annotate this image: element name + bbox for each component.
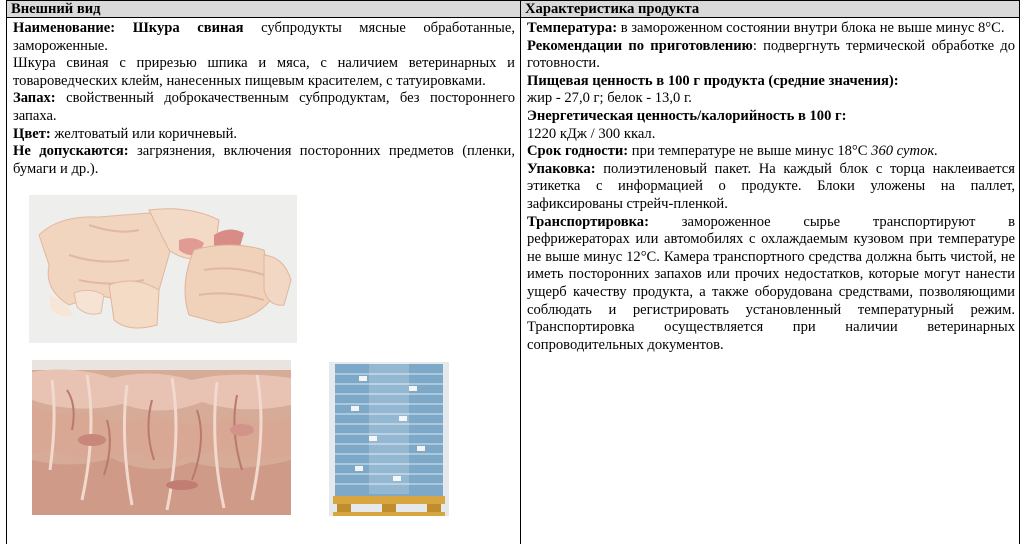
temperature-paragraph bbox=[527, 20, 1015, 38]
characteristics-column bbox=[521, 18, 1019, 354]
appearance-column bbox=[7, 18, 520, 178]
shelf-life-days: 360 суток. bbox=[871, 143, 938, 160]
nutrition-title: Пищевая ценность в 100 г продукта (средние значения): bbox=[527, 72, 899, 89]
transport-paragraph: рефрижераторах или автомобилях с охлаждаемым кузовом при температуре не выше минус 12°С. Камера транспортного средства должна быть чистой, не иметь посторонних запахов или прочих недостатков, которые могут нанести ущерб качеству продукта, а также оборудована средствами, позволяющими соблюдать и регистрировать установленный температурный режим. Транспортировка осуществляется при наличии ветеринарных сопроводительных документов. bbox=[527, 231, 1015, 353]
temperature-label: Температура: bbox=[527, 20, 618, 36]
color-value: желтоватый или коричневый. bbox=[50, 125, 238, 142]
header-characteristics: Характеристика продукта bbox=[525, 1, 700, 17]
energy-values: 1220 кДж / 300 ккал. bbox=[527, 125, 656, 142]
pork-skins-photo bbox=[29, 195, 297, 343]
forbidden-value: загрязнения, включения посторонних предметов (пленки, бумаги и др.). bbox=[13, 143, 515, 177]
product-spec-table bbox=[6, 0, 1020, 544]
nutrition-values: жир - 27,0 г; белок - 13,0 г. bbox=[527, 90, 692, 107]
forbidden-paragraph bbox=[13, 143, 515, 178]
packaging-paragraph bbox=[527, 161, 1015, 214]
cooking-paragraph bbox=[527, 38, 1015, 73]
packaging-label: Упаковка: bbox=[527, 160, 596, 177]
pallet-photo bbox=[329, 362, 449, 516]
transport-line1: замороженное сырье транспортируют в bbox=[648, 213, 1015, 230]
smell-label: Запах: bbox=[13, 90, 56, 107]
name-rest: субпродукты мясные обработанные, замороженные. bbox=[13, 20, 515, 54]
forbidden-label: Не допускаются: bbox=[13, 143, 129, 160]
smell-paragraph bbox=[13, 90, 515, 125]
frozen-block-image bbox=[32, 360, 291, 515]
name-value: Шкура свиная bbox=[132, 20, 244, 36]
color-paragraph bbox=[13, 126, 515, 144]
smell-value: свойственный доброкачественным субпродуктам, без постороннего запаха. bbox=[13, 90, 515, 124]
name-paragraph bbox=[13, 20, 515, 55]
name-label: Наименование: bbox=[13, 20, 116, 36]
packaging-value: полиэтиленовый пакет. На каждый блок с торца наклеивается этикетка с информацией о продукте. Блоки уложены на паллет, зафиксированы стрейч-пленкой. bbox=[527, 160, 1015, 212]
transport-first-line bbox=[527, 214, 1015, 232]
cooking-label: Рекомендации по приготовлению bbox=[527, 37, 753, 54]
nutrition-paragraph bbox=[527, 73, 1015, 91]
energy-paragraph bbox=[527, 108, 1015, 126]
shelf-life-paragraph bbox=[527, 143, 1015, 161]
transport-label: Транспортировка: bbox=[527, 213, 649, 230]
shelf-life-label: Срок годности: bbox=[527, 143, 629, 160]
shelf-life-value: при температуре не выше минус 18°С bbox=[628, 143, 872, 160]
pork-skins-image bbox=[29, 195, 297, 343]
energy-title: Энергетическая ценность/калорийность в 100 г: bbox=[527, 107, 847, 124]
header-appearance: Внешний вид bbox=[11, 1, 101, 17]
color-label: Цвет: bbox=[13, 125, 51, 142]
cooking-value: : подвергнуть термической обработке до готовности. bbox=[527, 37, 1015, 72]
description-paragraph: Шкура свиная с прирезью шпика и мяса, с наличием ветеринарных и товароведческих клейм, нанесенных пищевым красителем, с татуировками. bbox=[13, 55, 515, 89]
table-header-row bbox=[7, 0, 1019, 18]
pallet-image bbox=[329, 362, 449, 516]
temperature-value: в замороженном состоянии внутри блока не выше минус 8°С. bbox=[617, 20, 1005, 36]
frozen-block-photo bbox=[32, 360, 291, 515]
